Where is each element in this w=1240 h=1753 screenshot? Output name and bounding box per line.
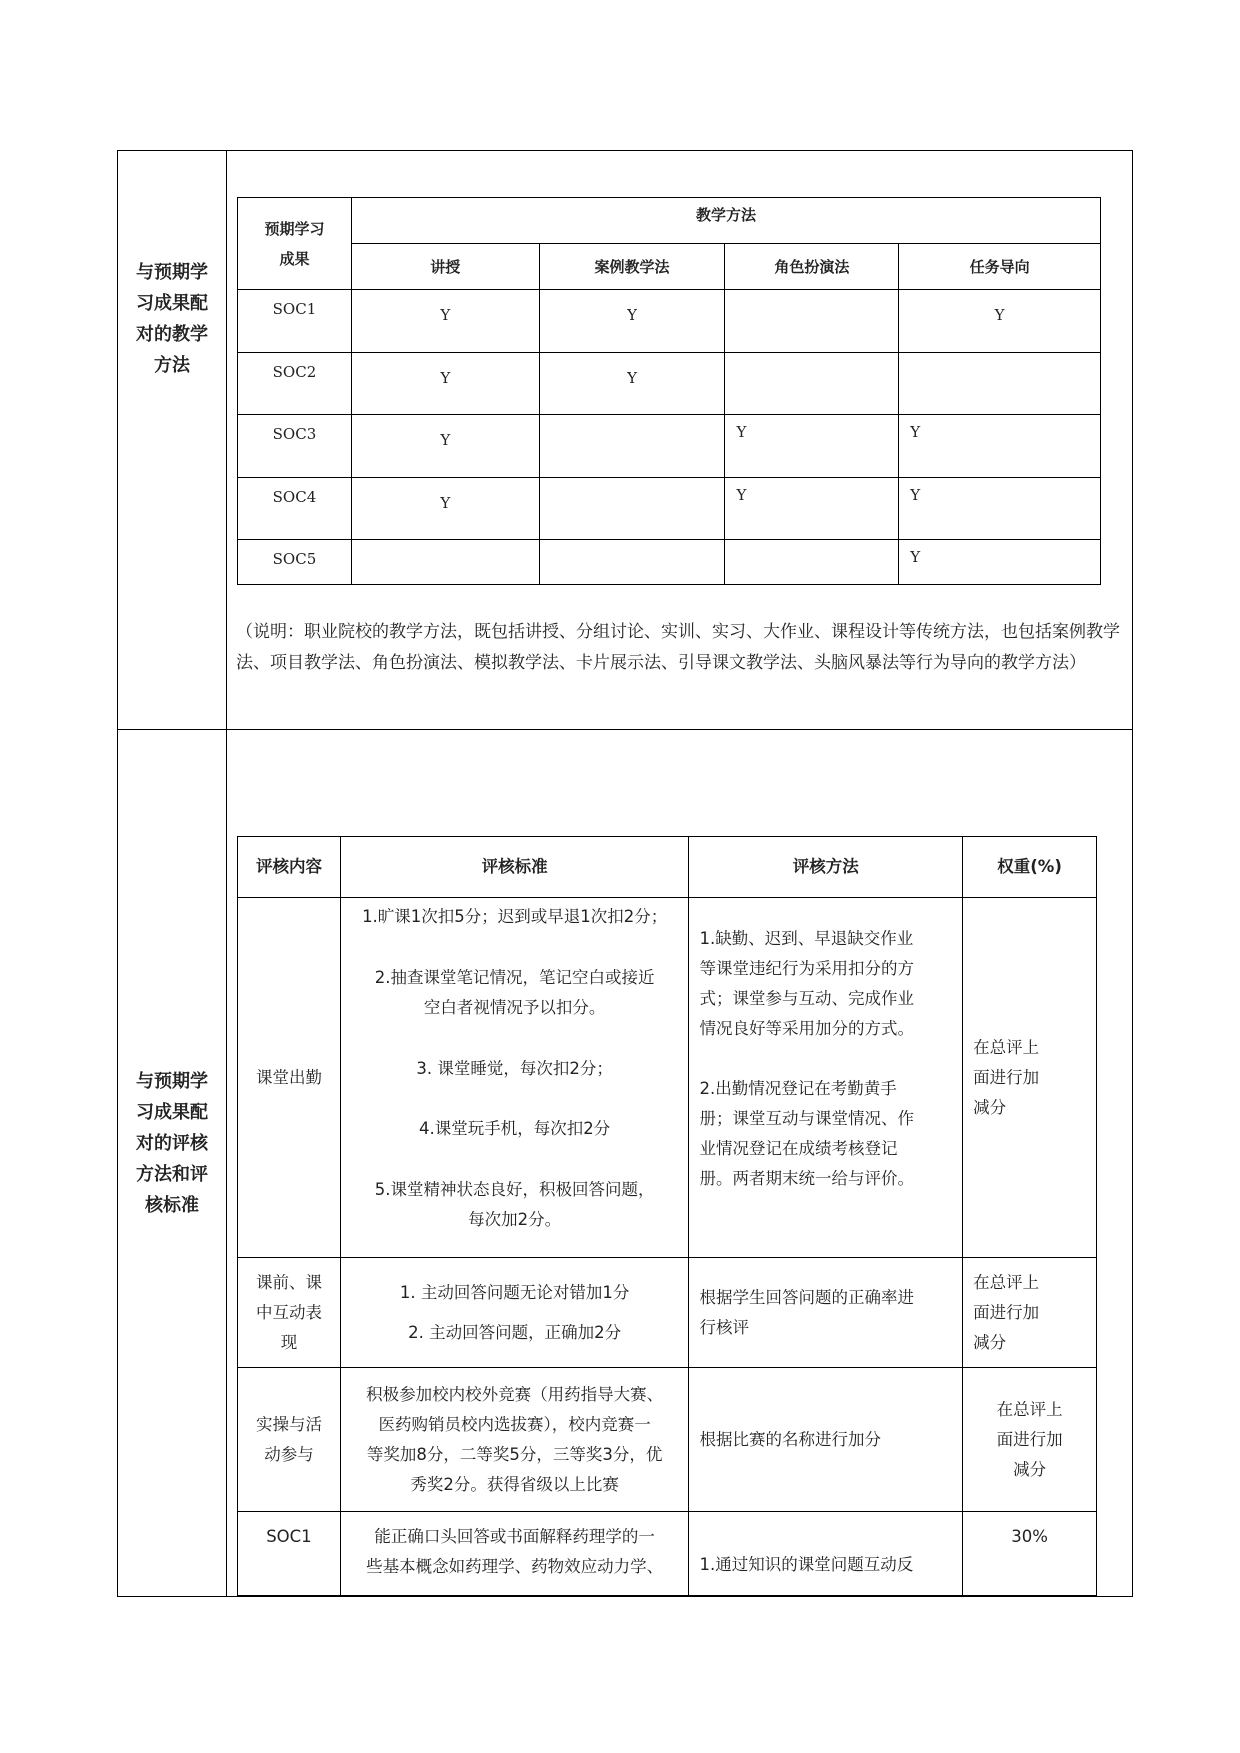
table-row xyxy=(238,290,1101,353)
method-line: 业情况登记在成绩考核登记 xyxy=(699,1139,898,1158)
outcome-code: SOC2 xyxy=(238,353,352,415)
method-line: 式；课堂参与互动、完成作业 xyxy=(699,989,914,1008)
teaching-methods-note: （说明：职业院校的教学方法，既包括讲授、分组讨论、实训、实习、大作业、课程设计等传统方法，也包括案例教学法、项目教学法、角色扮演法、模拟教学法、卡片展示法、引导课文教学法、头脑风暴法等行为导向的教学方法） xyxy=(236,622,1120,673)
assessment-content xyxy=(238,898,341,1258)
method-mark: Y xyxy=(539,353,725,415)
weight-line: 减分 xyxy=(973,1097,1007,1117)
method-mark: Y xyxy=(899,540,1101,585)
standard-line: 5.课堂精神状态良好，积极回答问题， xyxy=(374,1179,655,1199)
section1-label xyxy=(118,257,226,381)
weight-line: 面进行加 xyxy=(973,1067,1040,1087)
column-divider xyxy=(226,151,227,1596)
weight-line: 在总评上 xyxy=(973,1037,1040,1057)
method-line: 册。两者期末统一给与评价。 xyxy=(699,1169,914,1188)
table-row xyxy=(238,1368,1097,1512)
methods-group-header: 教学方法 xyxy=(351,198,1100,244)
content-line: 实操与活 xyxy=(255,1414,322,1434)
assessment-method xyxy=(689,1512,963,1596)
section2-label-line: 与预期学 xyxy=(136,1071,208,1092)
section1-label-line: 与预期学 xyxy=(136,262,208,283)
method-mark: Y xyxy=(899,290,1101,353)
assessment-weight xyxy=(963,1258,1097,1368)
method-line: 根据学生回答问题的正确率进 xyxy=(699,1287,914,1307)
standard-line: 2.抽查课堂笔记情况，笔记空白或接近 xyxy=(374,967,655,987)
standard-line: 些基本概念如药理学、药物效应动力学、 xyxy=(366,1557,664,1576)
method-line: 2.出勤情况登记在考勤黄手 xyxy=(699,1079,897,1098)
assessment-header: 评核方法 xyxy=(689,837,963,898)
section2-label-line: 习成果配 xyxy=(136,1102,208,1123)
standard-line: 1.旷课1次扣5分；迟到或早退1次扣2分； xyxy=(362,907,668,926)
standard-line: 2. 主动回答问题，正确加2分 xyxy=(408,1322,622,1342)
method-line: 根据比赛的名称进行加分 xyxy=(699,1429,881,1449)
standard-spacer xyxy=(341,1145,689,1175)
content-line: 课堂出勤 xyxy=(255,1067,322,1087)
method-header: 任务导向 xyxy=(899,244,1101,290)
method-mark: Y xyxy=(539,290,725,353)
outcome-header xyxy=(238,198,352,290)
assessment-header: 权重(%) xyxy=(963,837,1097,898)
standard-line: 空白者视情况予以扣分。 xyxy=(423,998,606,1017)
assessment-standard xyxy=(340,898,689,1258)
section1-label-line: 方法 xyxy=(154,355,190,376)
section2-label xyxy=(118,1066,226,1221)
section2-label-line: 对的评核 xyxy=(136,1133,208,1154)
weight-line: 在总评上 xyxy=(996,1399,1063,1419)
method-line: 1.缺勤、迟到、早退缺交作业 xyxy=(699,929,914,948)
assessment-header: 评核内容 xyxy=(238,837,341,898)
assessment-method xyxy=(689,1368,963,1512)
standard-spacer xyxy=(341,1024,689,1054)
assessment-content xyxy=(238,1258,341,1368)
section1-label-line: 习成果配 xyxy=(136,293,208,314)
method-spacer xyxy=(699,1044,952,1074)
assessment-method xyxy=(689,898,963,1258)
method-mark: Y xyxy=(725,415,899,478)
section-divider xyxy=(118,729,1132,730)
method-line: 情况良好等采用加分的方式。 xyxy=(699,1019,914,1038)
assessment-table xyxy=(237,836,1097,1596)
method-mark xyxy=(539,415,725,478)
standard-line: 1. 主动回答问题无论对错加1分 xyxy=(399,1282,630,1302)
assessment-method xyxy=(689,1258,963,1368)
assessment-weight xyxy=(963,1368,1097,1512)
form-frame xyxy=(117,150,1133,1597)
method-mark: Y xyxy=(899,478,1101,540)
assessment-header: 评核标准 xyxy=(340,837,689,898)
weight-line: 30% xyxy=(1011,1527,1048,1546)
table-row xyxy=(238,1512,1097,1596)
outcome-code: SOC3 xyxy=(238,415,352,478)
outcome-code: SOC1 xyxy=(238,290,352,353)
standard-line: 能正确口头回答或书面解释药理学的一 xyxy=(374,1527,655,1546)
assessment-content xyxy=(238,1368,341,1512)
content-line: SOC1 xyxy=(266,1527,312,1546)
standard-spacer xyxy=(341,933,689,963)
method-mark: Y xyxy=(725,478,899,540)
weight-line: 面进行加 xyxy=(973,1302,1040,1322)
table-row xyxy=(238,353,1101,415)
content-line: 动参与 xyxy=(264,1444,314,1464)
outcome-code: SOC5 xyxy=(238,540,352,585)
standard-line: 积极参加校内校外竞赛（用药指导大赛、 xyxy=(366,1384,664,1404)
method-mark xyxy=(899,353,1101,415)
standard-line: 等奖加8分，二等奖5分，三等奖3分，优 xyxy=(366,1444,663,1464)
weight-line: 在总评上 xyxy=(973,1272,1040,1292)
standard-line: 医药购销员校内选拔赛），校内竞赛一 xyxy=(378,1414,651,1434)
standard-spacer xyxy=(341,1084,689,1114)
table-row xyxy=(238,898,1097,1258)
outcome-code: SOC4 xyxy=(238,478,352,540)
content-line: 中互动表 xyxy=(255,1302,322,1322)
section2-label-line: 方法和评 xyxy=(136,1164,208,1185)
assessment-weight xyxy=(963,1512,1097,1596)
teaching-methods-table xyxy=(237,197,1101,585)
standard-line: 秀奖2分。获得省级以上比赛 xyxy=(410,1474,619,1494)
method-header: 讲授 xyxy=(351,244,539,290)
content-line: 课前、课 xyxy=(255,1272,322,1292)
method-mark: Y xyxy=(351,290,539,353)
outcome-header-line: 成果 xyxy=(279,249,310,268)
weight-line: 减分 xyxy=(973,1332,1007,1352)
outcome-header-line: 预期学习 xyxy=(264,219,325,238)
method-line: 册；课堂互动与课堂情况、作 xyxy=(699,1109,914,1128)
section2-label-line: 核标准 xyxy=(145,1195,199,1216)
assessment-standard xyxy=(340,1512,689,1596)
method-mark: Y xyxy=(351,415,539,478)
table-row xyxy=(238,540,1101,585)
weight-line: 面进行加 xyxy=(996,1429,1063,1449)
table-row xyxy=(238,478,1101,540)
method-mark xyxy=(539,478,725,540)
assessment-weight xyxy=(963,898,1097,1258)
assessment-content xyxy=(238,1512,341,1596)
assessment-standard xyxy=(340,1368,689,1512)
method-line: 等课堂违纪行为采用扣分的方 xyxy=(699,959,914,978)
method-mark: Y xyxy=(351,478,539,540)
method-mark xyxy=(351,540,539,585)
method-mark xyxy=(725,290,899,353)
method-mark xyxy=(539,540,725,585)
section1-label-line: 对的教学 xyxy=(136,324,208,345)
method-mark xyxy=(725,353,899,415)
method-line: 1.通过知识的课堂问题互动反 xyxy=(699,1555,914,1574)
method-header: 角色扮演法 xyxy=(725,244,899,290)
table-row xyxy=(238,415,1101,478)
standard-line: 4.课堂玩手机，每次扣2分 xyxy=(419,1119,611,1138)
standard-line: 3. 课堂睡觉，每次扣2分； xyxy=(416,1058,613,1078)
table-row xyxy=(238,1258,1097,1368)
method-header: 案例教学法 xyxy=(539,244,725,290)
method-mark xyxy=(725,540,899,585)
method-mark: Y xyxy=(351,353,539,415)
content-line: 现 xyxy=(280,1332,298,1352)
weight-line: 减分 xyxy=(1013,1459,1047,1479)
method-mark: Y xyxy=(899,415,1101,478)
standard-line: 每次加2分。 xyxy=(468,1210,562,1229)
assessment-standard xyxy=(340,1258,689,1368)
method-line: 行核评 xyxy=(699,1317,749,1337)
